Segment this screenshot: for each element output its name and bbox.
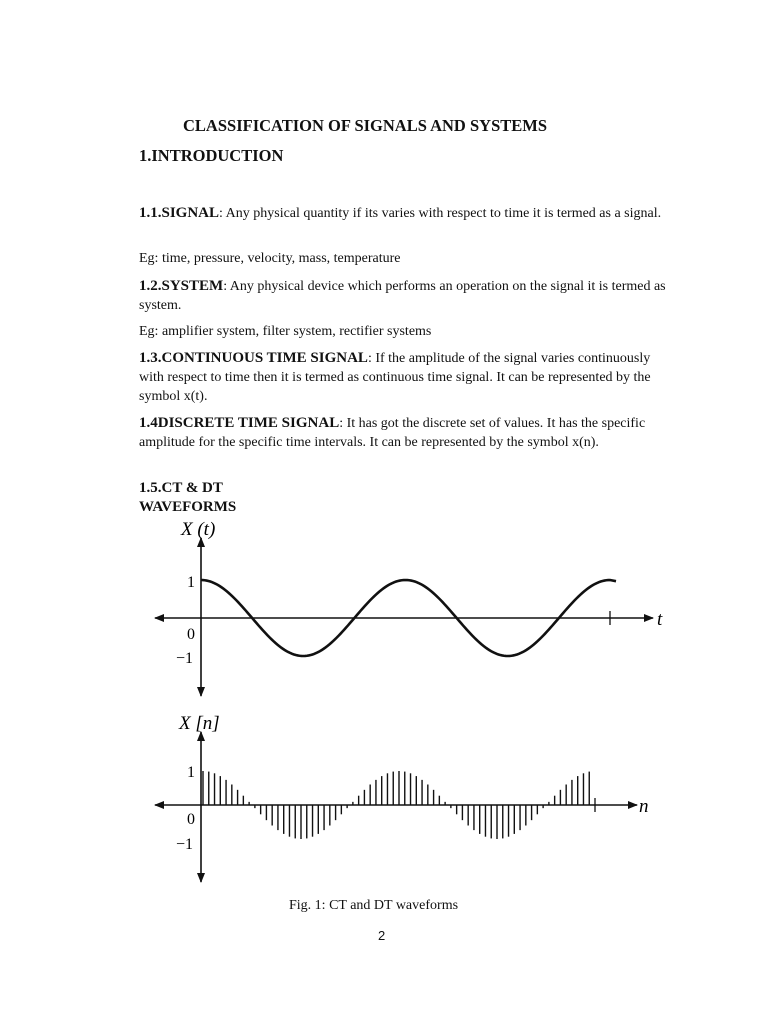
paragraph-text: Eg: time, pressure, velocity, mass, temperature xyxy=(139,251,401,266)
dt-plot xyxy=(155,713,649,882)
paragraph-text: : Any physical quantity if its varies with respect to time it is termed as a signal. xyxy=(219,206,662,221)
paragraph-ct-signal xyxy=(139,349,669,406)
document-title: CLASSIFICATION OF SIGNALS AND SYSTEMS xyxy=(183,116,548,135)
paragraph-heading: 1.4DISCRETE TIME SIGNAL xyxy=(139,415,340,431)
waveforms-heading-line2: WAVEFORMS xyxy=(139,499,237,515)
paragraph-text: : Any physical device which performs an operation on the signal it is termed as system. xyxy=(139,279,666,313)
paragraph-text: : If the amplitude of the signal varies continuously with respect to time then it is termed as continuous time signal. It can be represented by the symbol x(t). xyxy=(139,351,651,404)
ct-y-label: X (t) xyxy=(181,519,216,540)
section-heading: 1.INTRODUCTION xyxy=(139,146,284,165)
paragraph-signal-example xyxy=(139,249,669,268)
paragraph-heading: 1.2.SYSTEM xyxy=(139,278,224,294)
ct-tick-label: 0 xyxy=(187,626,195,643)
dt-tick-label: 0 xyxy=(187,811,195,828)
dt-tick-label: 1 xyxy=(187,764,195,781)
paragraph-text: Eg: amplifier system, filter system, rectifier systems xyxy=(139,324,432,339)
figure-caption: Fig. 1: CT and DT waveforms xyxy=(289,898,459,913)
page-number: 2 xyxy=(378,928,386,943)
paragraph-system-example xyxy=(139,322,669,341)
dt-x-label: n xyxy=(639,796,649,817)
dt-y-label: X [n] xyxy=(179,713,220,734)
dt-tick-label: −1 xyxy=(176,836,194,853)
paragraph-dt-signal xyxy=(139,414,669,452)
paragraph-heading: 1.1.SIGNAL xyxy=(139,205,220,221)
ct-plot xyxy=(155,519,663,696)
paragraph-system xyxy=(139,277,669,315)
ct-tick-label: −1 xyxy=(176,650,194,667)
waveforms-heading xyxy=(139,479,669,517)
ct-tick-label: 1 xyxy=(187,574,195,591)
waveform-figure xyxy=(145,518,665,888)
paragraph-text: : It has got the discrete set of values. It has the specific amplitude for the specific time intervals. It can be represented by the symbol x(n). xyxy=(139,416,646,450)
paragraph-signal xyxy=(139,204,669,223)
paragraph-heading: 1.3.CONTINUOUS TIME SIGNAL xyxy=(139,350,368,366)
ct-x-label: t xyxy=(657,609,663,630)
waveforms-heading-line1: 1.5.CT & DT xyxy=(139,480,223,496)
